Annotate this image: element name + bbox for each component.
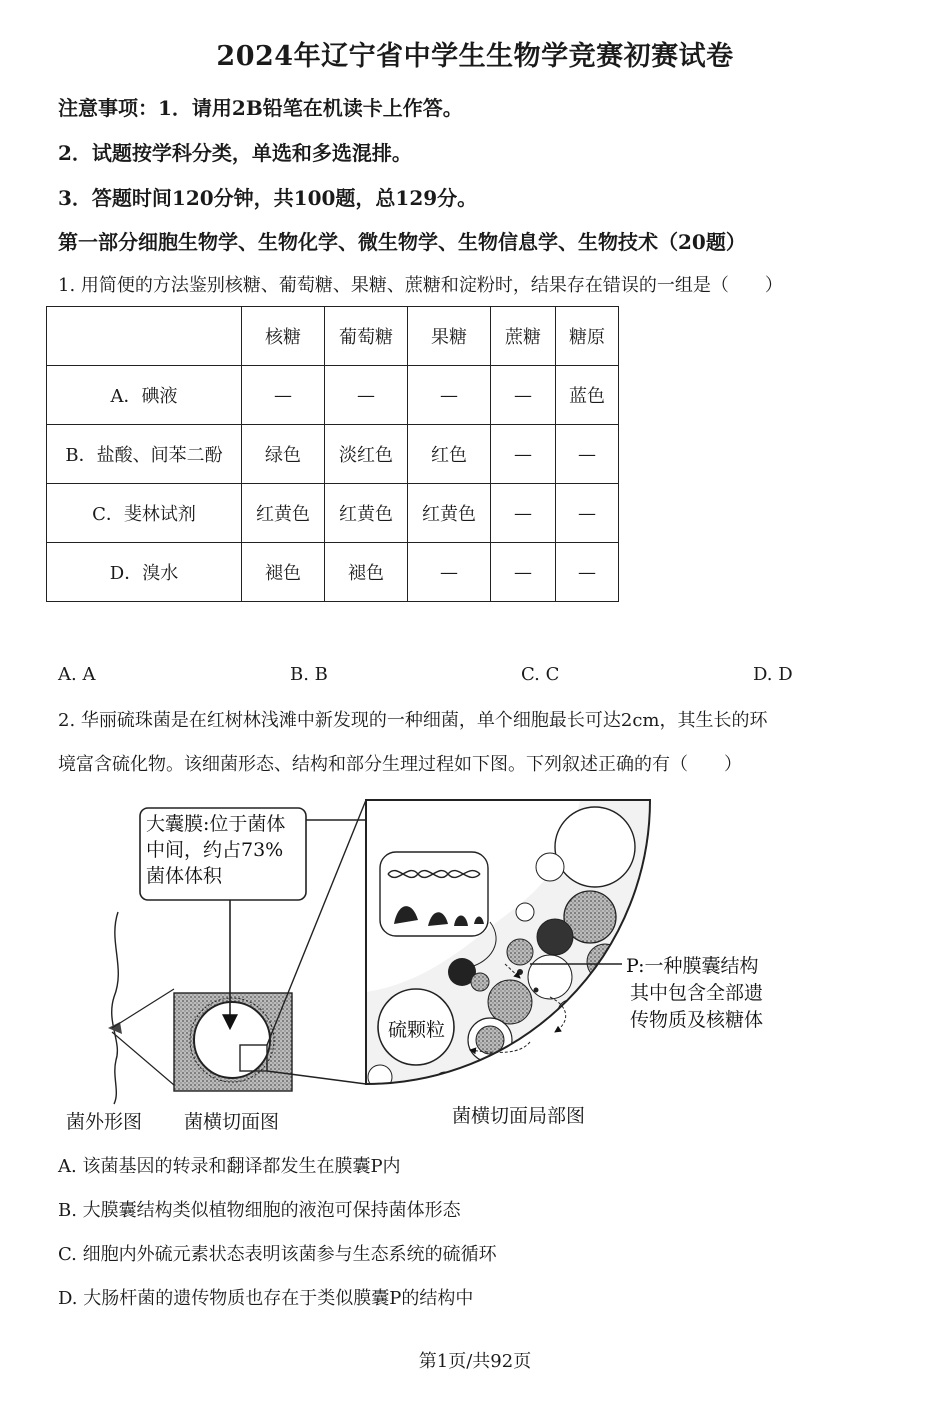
callout-text-2: 中间，约占73% xyxy=(146,839,284,861)
table-cell: — xyxy=(408,543,491,602)
table-header-cell: 糖原 xyxy=(556,307,619,366)
table-cell: — xyxy=(242,366,325,425)
p-label-3: 传物质及核糖体 xyxy=(630,1009,764,1031)
caption-outer: 菌外形图 xyxy=(66,1111,143,1133)
table-cell: 红黄色 xyxy=(325,484,408,543)
bacteria-figure xyxy=(50,792,810,1142)
reagent-table xyxy=(46,306,619,602)
q2-option-a[interactable]: A. 该菌基因的转录和翻译都发生在膜囊P内 xyxy=(58,1156,401,1177)
q2-option-c[interactable]: C. 细胞内外硫元素状态表明该菌参与生态系统的硫循环 xyxy=(58,1244,497,1265)
table-cell: 红色 xyxy=(408,425,491,484)
table-cell: D．溴水 xyxy=(47,543,242,602)
table-row xyxy=(47,484,619,543)
table-header-row xyxy=(47,307,619,366)
table-cell: — xyxy=(325,366,408,425)
table-cell: 红黄色 xyxy=(408,484,491,543)
bacterium-filament xyxy=(112,912,119,1104)
table-cell: 蓝色 xyxy=(556,366,619,425)
large-vacuole xyxy=(194,1002,270,1078)
table-cell: — xyxy=(556,425,619,484)
option-a[interactable]: A. A xyxy=(58,664,96,685)
table-cell: — xyxy=(491,543,556,602)
note-line-2: 2．试题按学科分类，单选和多选混排。 xyxy=(58,141,412,165)
table-header-cell: 果糖 xyxy=(408,307,491,366)
page-footer: 第1页/共92页 xyxy=(418,1351,532,1372)
table-row xyxy=(47,543,619,602)
table-row xyxy=(47,366,619,425)
q2-option-d[interactable]: D. 大肠杆菌的遗传物质也存在于类似膜囊P的结构中 xyxy=(58,1288,474,1309)
question-1-stem: 1. 用简便的方法鉴别核糖、葡萄糖、果糖、蔗糖和淀粉时，结果存在错误的一组是（ ） xyxy=(58,275,783,296)
table-header-cell xyxy=(47,307,242,366)
table-cell: 红黄色 xyxy=(242,484,325,543)
table-cell: — xyxy=(491,366,556,425)
table-header-cell: 核糖 xyxy=(242,307,325,366)
option-c[interactable]: C. C xyxy=(521,664,560,685)
table-cell: A．碘液 xyxy=(47,366,242,425)
question-2-stem-line-2: 境富含硫化物。该细菌形态、结构和部分生理过程如下图。下列叙述正确的有（ ） xyxy=(58,754,742,775)
caption-cross: 菌横切面图 xyxy=(184,1111,280,1133)
table-cell: 绿色 xyxy=(242,425,325,484)
table-cell: C．斐林试剂 xyxy=(47,484,242,543)
table-cell: — xyxy=(556,484,619,543)
table-cell: — xyxy=(556,543,619,602)
callout-text-3: 菌体体积 xyxy=(146,865,223,887)
partial-section xyxy=(366,800,666,1100)
callout-text-1: 大囊膜:位于菌体 xyxy=(146,813,286,835)
note-line-3: 3．答题时间120分钟，共100题，总129分。 xyxy=(58,186,478,210)
option-d[interactable]: D. D xyxy=(753,664,793,685)
table-header-cell: 葡萄糖 xyxy=(325,307,408,366)
page-title: 2024年辽宁省中学生生物学竞赛初赛试卷 xyxy=(216,41,734,72)
note-line-1: 注意事项：1．请用2B铅笔在机读卡上作答。 xyxy=(58,96,463,120)
p-label-1: P:一种膜囊结构 xyxy=(626,955,759,977)
table-cell: 褪色 xyxy=(325,543,408,602)
section-title: 第一部分细胞生物学、生物化学、微生物学、生物信息学、生物技术（20题） xyxy=(58,230,746,254)
option-b[interactable]: B. B xyxy=(290,664,328,685)
table-cell: B．盐酸、间苯二酚 xyxy=(47,425,242,484)
caption-partial: 菌横切面局部图 xyxy=(452,1105,586,1127)
p-label-2: 其中包含全部遗 xyxy=(630,982,764,1004)
table-row xyxy=(47,425,619,484)
q2-option-b[interactable]: B. 大膜囊结构类似植物细胞的液泡可保持菌体形态 xyxy=(58,1200,461,1221)
sulfur-label: 硫颗粒 xyxy=(388,1019,446,1041)
question-2-stem-line-1: 2. 华丽硫珠菌是在红树林浅滩中新发现的一种细菌，单个细胞最长可达2cm，其生长的环 xyxy=(58,710,768,731)
table-cell: — xyxy=(408,366,491,425)
table-cell: — xyxy=(491,484,556,543)
table-header-cell: 蔗糖 xyxy=(491,307,556,366)
table-cell: 褪色 xyxy=(242,543,325,602)
table-cell: 淡红色 xyxy=(325,425,408,484)
table-cell: — xyxy=(491,425,556,484)
